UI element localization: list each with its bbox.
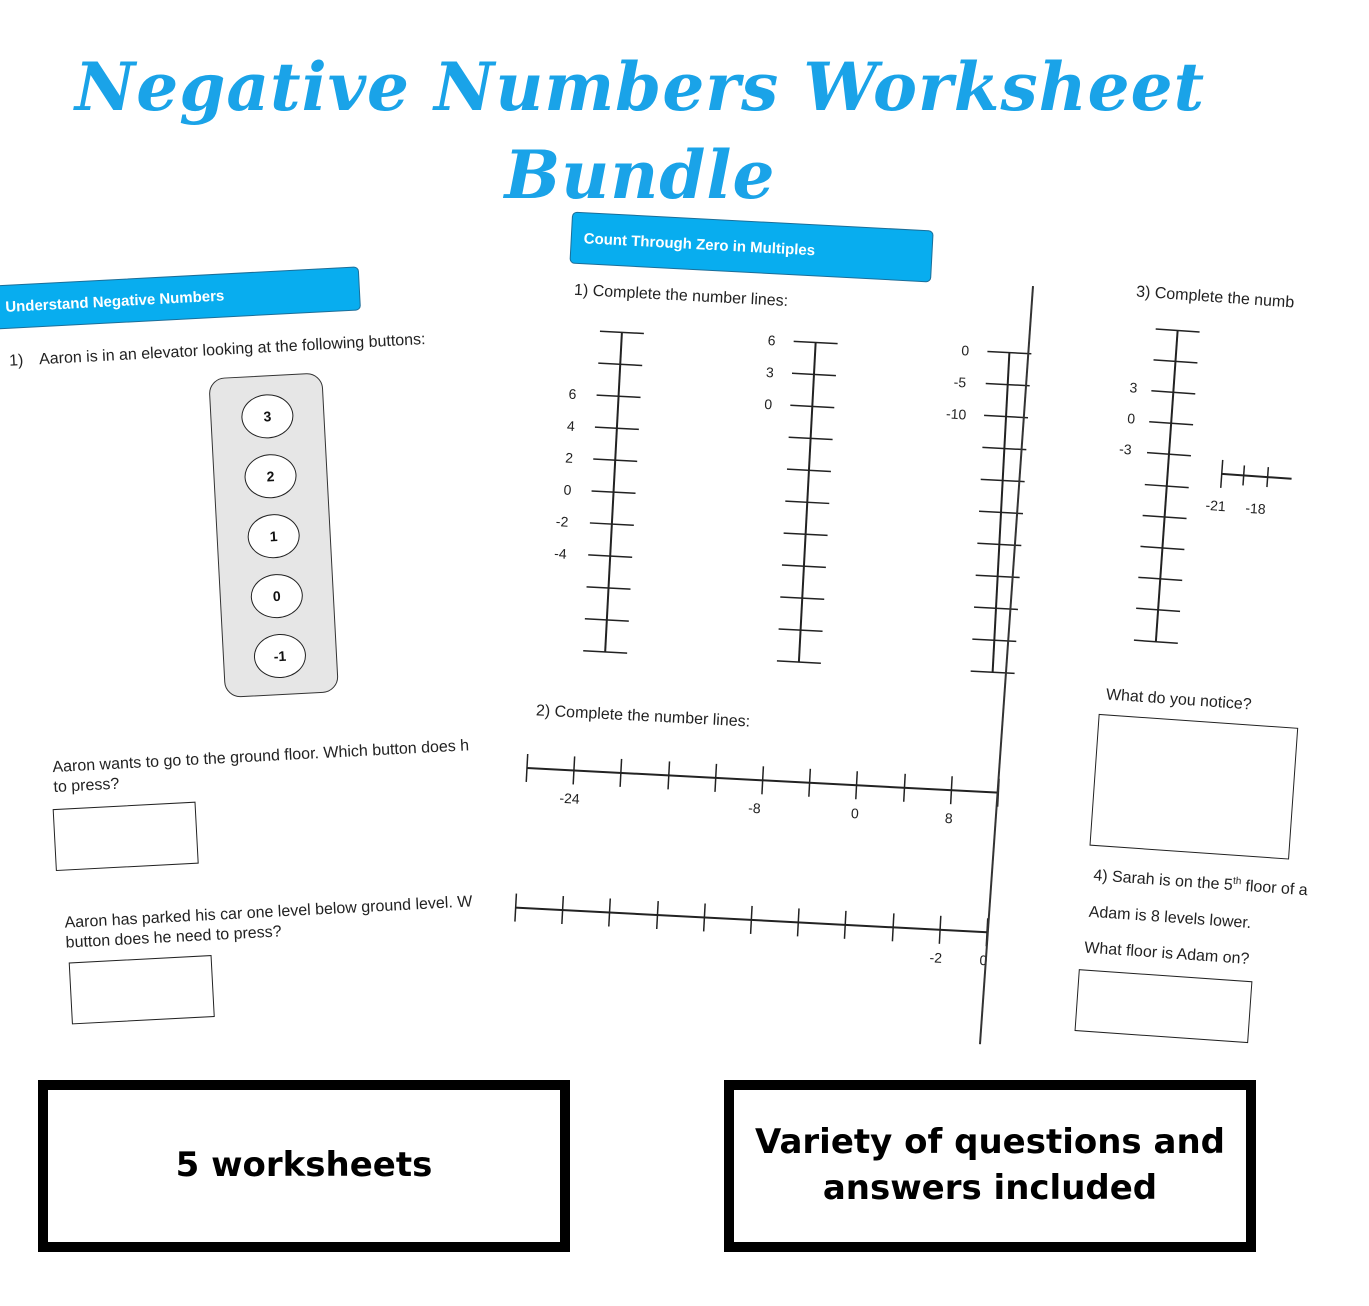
tick-label: -5 (953, 373, 967, 391)
elevator-button-label: 3 (263, 408, 272, 425)
elevator-button-label: 2 (266, 468, 275, 485)
question-text-part: 4) Sarah is on the 5 (1092, 867, 1234, 894)
answer-box[interactable] (1075, 969, 1253, 1043)
question-text: What do you notice? (1105, 686, 1253, 714)
question-text: 3) Complete the numb (1135, 283, 1295, 312)
tick-label: -3 (1118, 440, 1133, 458)
tick-label: -18 (1244, 499, 1267, 518)
tick-label: 2 (564, 449, 574, 466)
question-text: 1) Complete the number lines: (573, 281, 789, 310)
ordinal-suffix: th (1232, 875, 1242, 888)
elevator-button-label: 0 (272, 587, 282, 605)
feature-box-worksheets-count (38, 1080, 570, 1252)
question-text: Adam is 8 levels lower. (1088, 903, 1252, 933)
tick-mark (1221, 460, 1223, 488)
question-text: Aaron is in an elevator looking at the following buttons: (38, 330, 426, 369)
number-line-axis (1222, 474, 1292, 479)
vertical-number-line (1126, 324, 1208, 647)
question-text-part: floor of a (1240, 877, 1309, 900)
question-text: Aaron has parked his car one level below ground level. W (64, 893, 473, 932)
feature-text: Variety of questions and (755, 1122, 1225, 1163)
tick-label: 6 (767, 332, 776, 349)
tick-label: -21 (1204, 496, 1227, 515)
worksheet-banner: Understand Negative Numbers (0, 266, 361, 329)
feature-text: answers included (822, 1168, 1158, 1208)
tick-label: -4 (553, 545, 568, 562)
tick-mark (1243, 465, 1244, 485)
question-number: 1) (8, 352, 24, 370)
tick-label: -10 (945, 405, 967, 423)
tick-label: 0 (979, 951, 988, 969)
tick-label: -2 (555, 513, 569, 530)
horizontal-number-line (1216, 454, 1293, 499)
elevator-button-label: 1 (269, 528, 278, 545)
page-title: Negative Numbers Worksheet (74, 48, 1206, 126)
tick-label: 3 (765, 363, 775, 381)
feature-text: 5 worksheets (175, 1145, 433, 1186)
tick-label: 8 (944, 809, 954, 827)
elevator-button-label: -1 (273, 647, 287, 665)
answer-box[interactable] (1089, 714, 1298, 860)
tick-label: -8 (747, 799, 762, 817)
question-text: Aaron wants to go to the ground floor. Which button does h (52, 737, 470, 777)
tick-label: 0 (850, 805, 860, 822)
page-title-line-2: Bundle (504, 136, 776, 214)
tick-label: 0 (961, 342, 970, 359)
tick-label: 0 (763, 395, 773, 413)
tick-label: -2 (929, 949, 943, 966)
tick-mark (1267, 467, 1268, 487)
question-text: 2) Complete the number lines: (535, 702, 751, 731)
tick-label: 3 (1128, 379, 1138, 396)
worksheet-banner: Count Through Zero in Multiples (569, 212, 933, 283)
tick-label: -24 (559, 789, 581, 807)
tick-label: 6 (568, 385, 577, 403)
tick-label: 0 (563, 481, 572, 498)
feature-box-variety (724, 1080, 1256, 1252)
tick-label: 0 (1126, 410, 1136, 427)
question-text (1093, 866, 1309, 900)
question-text: What floor is Adam on? (1083, 939, 1250, 968)
feature-text-block (755, 1120, 1225, 1212)
question-text: to press? (53, 775, 120, 797)
question-text: button does he need to press? (65, 923, 283, 952)
tick-label: 4 (566, 417, 576, 435)
